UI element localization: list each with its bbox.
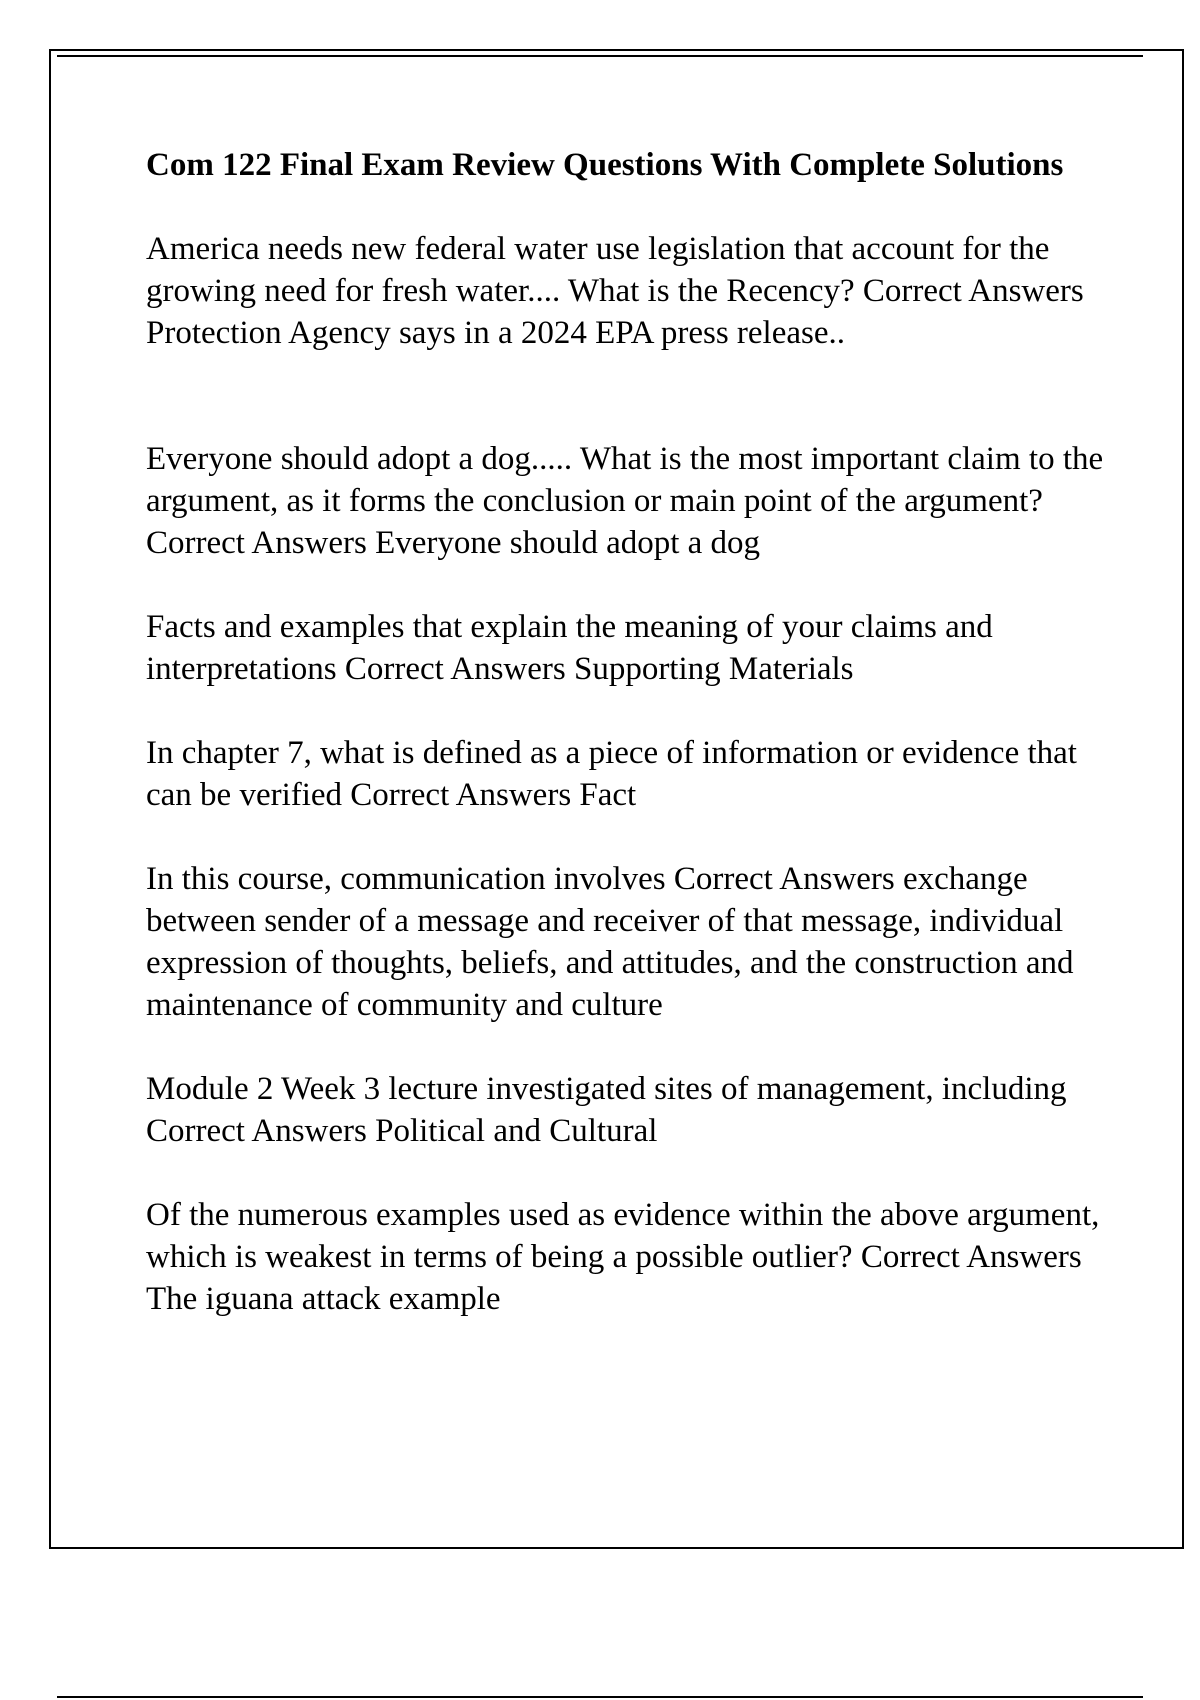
qa-entry: In chapter 7, what is defined as a piece of information or evidence that can be verified Correct Answers Fact [146,735,1077,813]
qa-entry: In this course, communication involves Correct Answers exchange between sender of a message and receiver of that message, individual expression of thoughts, beliefs, and attitudes, and the construction and maintenance of community and culture [146,861,1074,1023]
qa-entry: Module 2 Week 3 lecture investigated sites of management, including Correct Answers Political and Cultural [146,1071,1067,1149]
qa-entry: America needs new federal water use legislation that account for the growing need for fresh water.... What is the Recency? Correct Answers Protection Agency says in a 2024 EPA press release.. [146,231,1084,351]
bottom-rule [57,1696,1143,1698]
document-body [146,144,1106,1362]
document-title: Com 122 Final Exam Review Questions With Complete Solutions [146,147,1064,183]
qa-entry: Facts and examples that explain the meaning of your claims and interpretations Correct Answers Supporting Materials [146,609,993,687]
qa-entry: Everyone should adopt a dog..... What is the most important claim to the argument, as it forms the conclusion or main point of the argument? Correct Answers Everyone should adopt a dog [146,441,1104,561]
qa-entry: Of the numerous examples used as evidence within the above argument, which is weakest in terms of being a possible outlier? Correct Answers The iguana attack example [146,1197,1100,1317]
